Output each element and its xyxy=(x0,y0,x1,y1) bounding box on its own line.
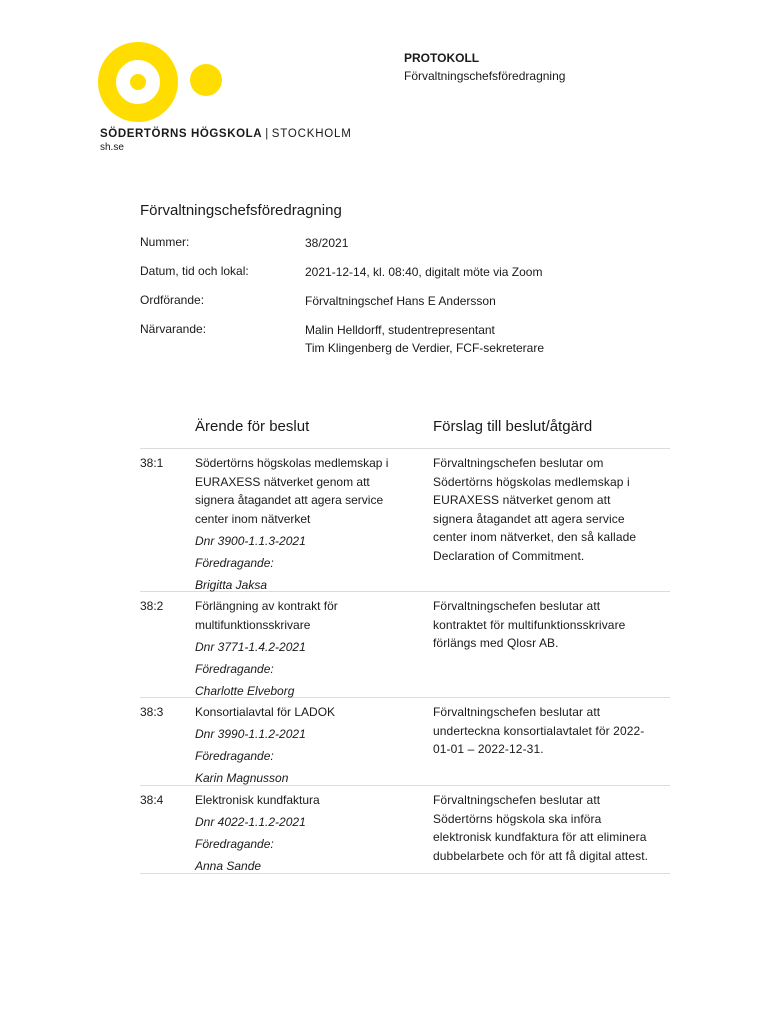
presenter-name: Anna Sande xyxy=(195,859,262,873)
meta-label: Närvarande: xyxy=(140,322,207,336)
presenter-label: Föredragande: xyxy=(195,661,274,676)
col-header-proposal: Förslag till beslut/åtgärd xyxy=(433,418,593,435)
meta-value: 2021-12-14, kl. 08:40, digitalt möte via Zoom xyxy=(305,265,543,279)
attendee: Malin Helldorff, studentrepresentant xyxy=(305,323,495,337)
item-number: 38:4 xyxy=(140,793,164,807)
meta-label: Ordförande: xyxy=(140,293,205,307)
agenda-header xyxy=(140,418,670,449)
item-subject: Förlängning av kontrakt för multifunktionsskrivare Dnr 3771-1.4.2-2021 Föredragande: Charlotte Elveborg xyxy=(195,597,433,693)
item-proposal: Förvaltningschefen beslutar att Södertörns högskola ska införa elektronisk kundfaktura för att eliminera dubbelarbete och för att få digital attest. xyxy=(433,793,649,863)
presenter-name: Karin Magnusson xyxy=(195,771,289,785)
meta-number-row xyxy=(140,234,660,252)
item-dnr: Dnr 3990-1.1.2-2021 xyxy=(195,727,306,741)
doc-type: PROTOKOLL xyxy=(404,51,480,65)
agenda-item xyxy=(140,449,670,592)
attendee-list xyxy=(305,321,544,357)
agenda-item xyxy=(140,698,670,786)
agenda-item xyxy=(140,592,670,698)
sodertorn-logo-icon xyxy=(98,42,228,122)
item-subject: Elektronisk kundfaktura Dnr 4022-1.1.2-2021 Föredragande: Anna Sande xyxy=(195,791,433,869)
item-dnr: Dnr 3900-1.1.3-2021 xyxy=(195,533,306,548)
presenter-label: Föredragande: xyxy=(195,749,274,763)
presenter-name: Brigitta Jaksa xyxy=(195,577,268,592)
doc-subtitle: Förvaltningschefsföredragning xyxy=(404,69,566,83)
item-number: 38:3 xyxy=(140,705,164,719)
item-dnr: Dnr 3771-1.4.2-2021 xyxy=(195,639,306,654)
agenda-table xyxy=(140,418,670,874)
item-dnr: Dnr 4022-1.1.2-2021 xyxy=(195,815,306,829)
meta-value: Förvaltningschef Hans E Andersson xyxy=(305,294,496,308)
meta-chair-row xyxy=(140,292,660,310)
presenter-name: Charlotte Elveborg xyxy=(195,683,295,698)
item-proposal: Förvaltningschefen beslutar att underteckna konsortialavtalet för 2022- 01-01 – 2022-12-31. xyxy=(433,705,645,756)
item-proposal: Förvaltningschefen beslutar om Södertörns högskolas medlemskap i EURAXESS nätverket genom att signera åtagandet att agera service center inom nätverket, den så kallade Declaration of Commitment. xyxy=(433,456,637,563)
meta-date-row xyxy=(140,263,660,281)
brand-name: SÖDERTÖRNS HÖGSKOLA | STOCKHOLM xyxy=(100,128,352,140)
meta-attendees-row xyxy=(140,321,660,357)
meeting-meta xyxy=(140,234,660,368)
item-proposal: Förvaltningschefen beslutar att kontraktet för multifunktionsskrivare förlängs med Qlosr AB. xyxy=(433,599,626,650)
presenter-label: Föredragande: xyxy=(195,837,274,851)
meta-value: 38/2021 xyxy=(305,236,349,250)
page-title: Förvaltningschefsföredragning xyxy=(140,202,342,219)
brand-city: STOCKHOLM xyxy=(271,128,352,140)
attendee: Tim Klingenberg de Verdier, FCF-sekreterare xyxy=(305,341,544,355)
website: sh.se xyxy=(100,142,124,153)
item-subject: Södertörns högskolas medlemskap i EURAXESS nätverket genom att signera åtagandet att agera service center inom nätverket Dnr 3900-1.1.3-2021 Föredragande: Brigitta Jaksa xyxy=(195,454,433,587)
presenter-label: Föredragande: xyxy=(195,555,274,570)
agenda-item xyxy=(140,786,670,874)
meta-label: Datum, tid och lokal: xyxy=(140,264,249,278)
item-number: 38:1 xyxy=(140,456,164,470)
item-number: 38:2 xyxy=(140,599,164,613)
meta-label: Nummer: xyxy=(140,235,190,249)
col-header-subject: Ärende för beslut xyxy=(195,418,310,435)
item-subject: Konsortialavtal för LADOK Dnr 3990-1.1.2-2021 Föredragande: Karin Magnusson xyxy=(195,703,433,781)
